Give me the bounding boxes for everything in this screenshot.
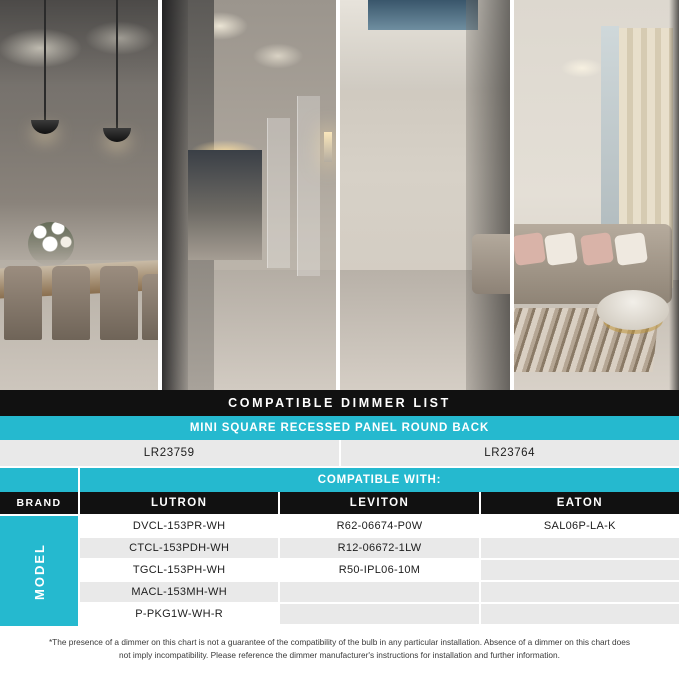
living-room-photo [512, 0, 679, 390]
brand-column-leviton [278, 492, 478, 626]
photo-divider [336, 0, 340, 390]
table-cell: SAL06P-LA-K [481, 516, 679, 538]
table-cell: DVCL-153PR-WH [80, 516, 278, 538]
corridor-photo [338, 0, 512, 390]
sku-row [0, 440, 679, 468]
footnote-text: *The presence of a dimmer on this chart is not a guarantee of the compatibility of the bulb in any particular installation. Absence of a dimmer on this chart does not imply incompatibility. Please reference the dimmer manufacturer's instructions for installation and further information. [0, 626, 679, 674]
table-cell [481, 560, 679, 582]
table-cell: R50-IPL06-10M [280, 560, 478, 582]
sku-cell: LR23764 [339, 440, 679, 466]
table-cell [280, 582, 478, 604]
brand-header: BRAND [0, 492, 78, 516]
model-header-label: MODEL [32, 543, 47, 600]
compatible-with-label: COMPATIBLE WITH: [78, 468, 679, 492]
model-column [0, 492, 78, 626]
table-cell: R62-06674-P0W [280, 516, 478, 538]
table-cell [481, 538, 679, 560]
compatibility-table [0, 492, 679, 626]
table-cell [481, 582, 679, 604]
table-cell [481, 604, 679, 626]
brand-name-leviton: LEVITON [280, 492, 478, 516]
model-header [0, 516, 78, 626]
photo-divider [158, 0, 162, 390]
brand-columns [78, 492, 679, 626]
header-spacer [0, 468, 78, 492]
page-title: COMPATIBLE DIMMER LIST [0, 390, 679, 416]
table-cell: P-PKG1W-WH-R [80, 604, 278, 626]
table-cell: CTCL-153PDH-WH [80, 538, 278, 560]
brand-column-lutron [78, 492, 278, 626]
table-cell: R12-06672-1LW [280, 538, 478, 560]
product-line-banner: MINI SQUARE RECESSED PANEL ROUND BACK [0, 416, 679, 440]
table-cell: TGCL-153PH-WH [80, 560, 278, 582]
sku-cell: LR23759 [0, 440, 339, 466]
table-cell [280, 604, 478, 626]
brand-name-eaton: EATON [481, 492, 679, 516]
table-cell: MACL-153MH-WH [80, 582, 278, 604]
brand-column-eaton [479, 492, 679, 626]
brand-name-lutron: LUTRON [80, 492, 278, 516]
compatible-with-header [0, 468, 679, 492]
photo-divider [510, 0, 514, 390]
dining-room-photo [0, 0, 160, 390]
hallway-kitchen-photo [160, 0, 338, 390]
